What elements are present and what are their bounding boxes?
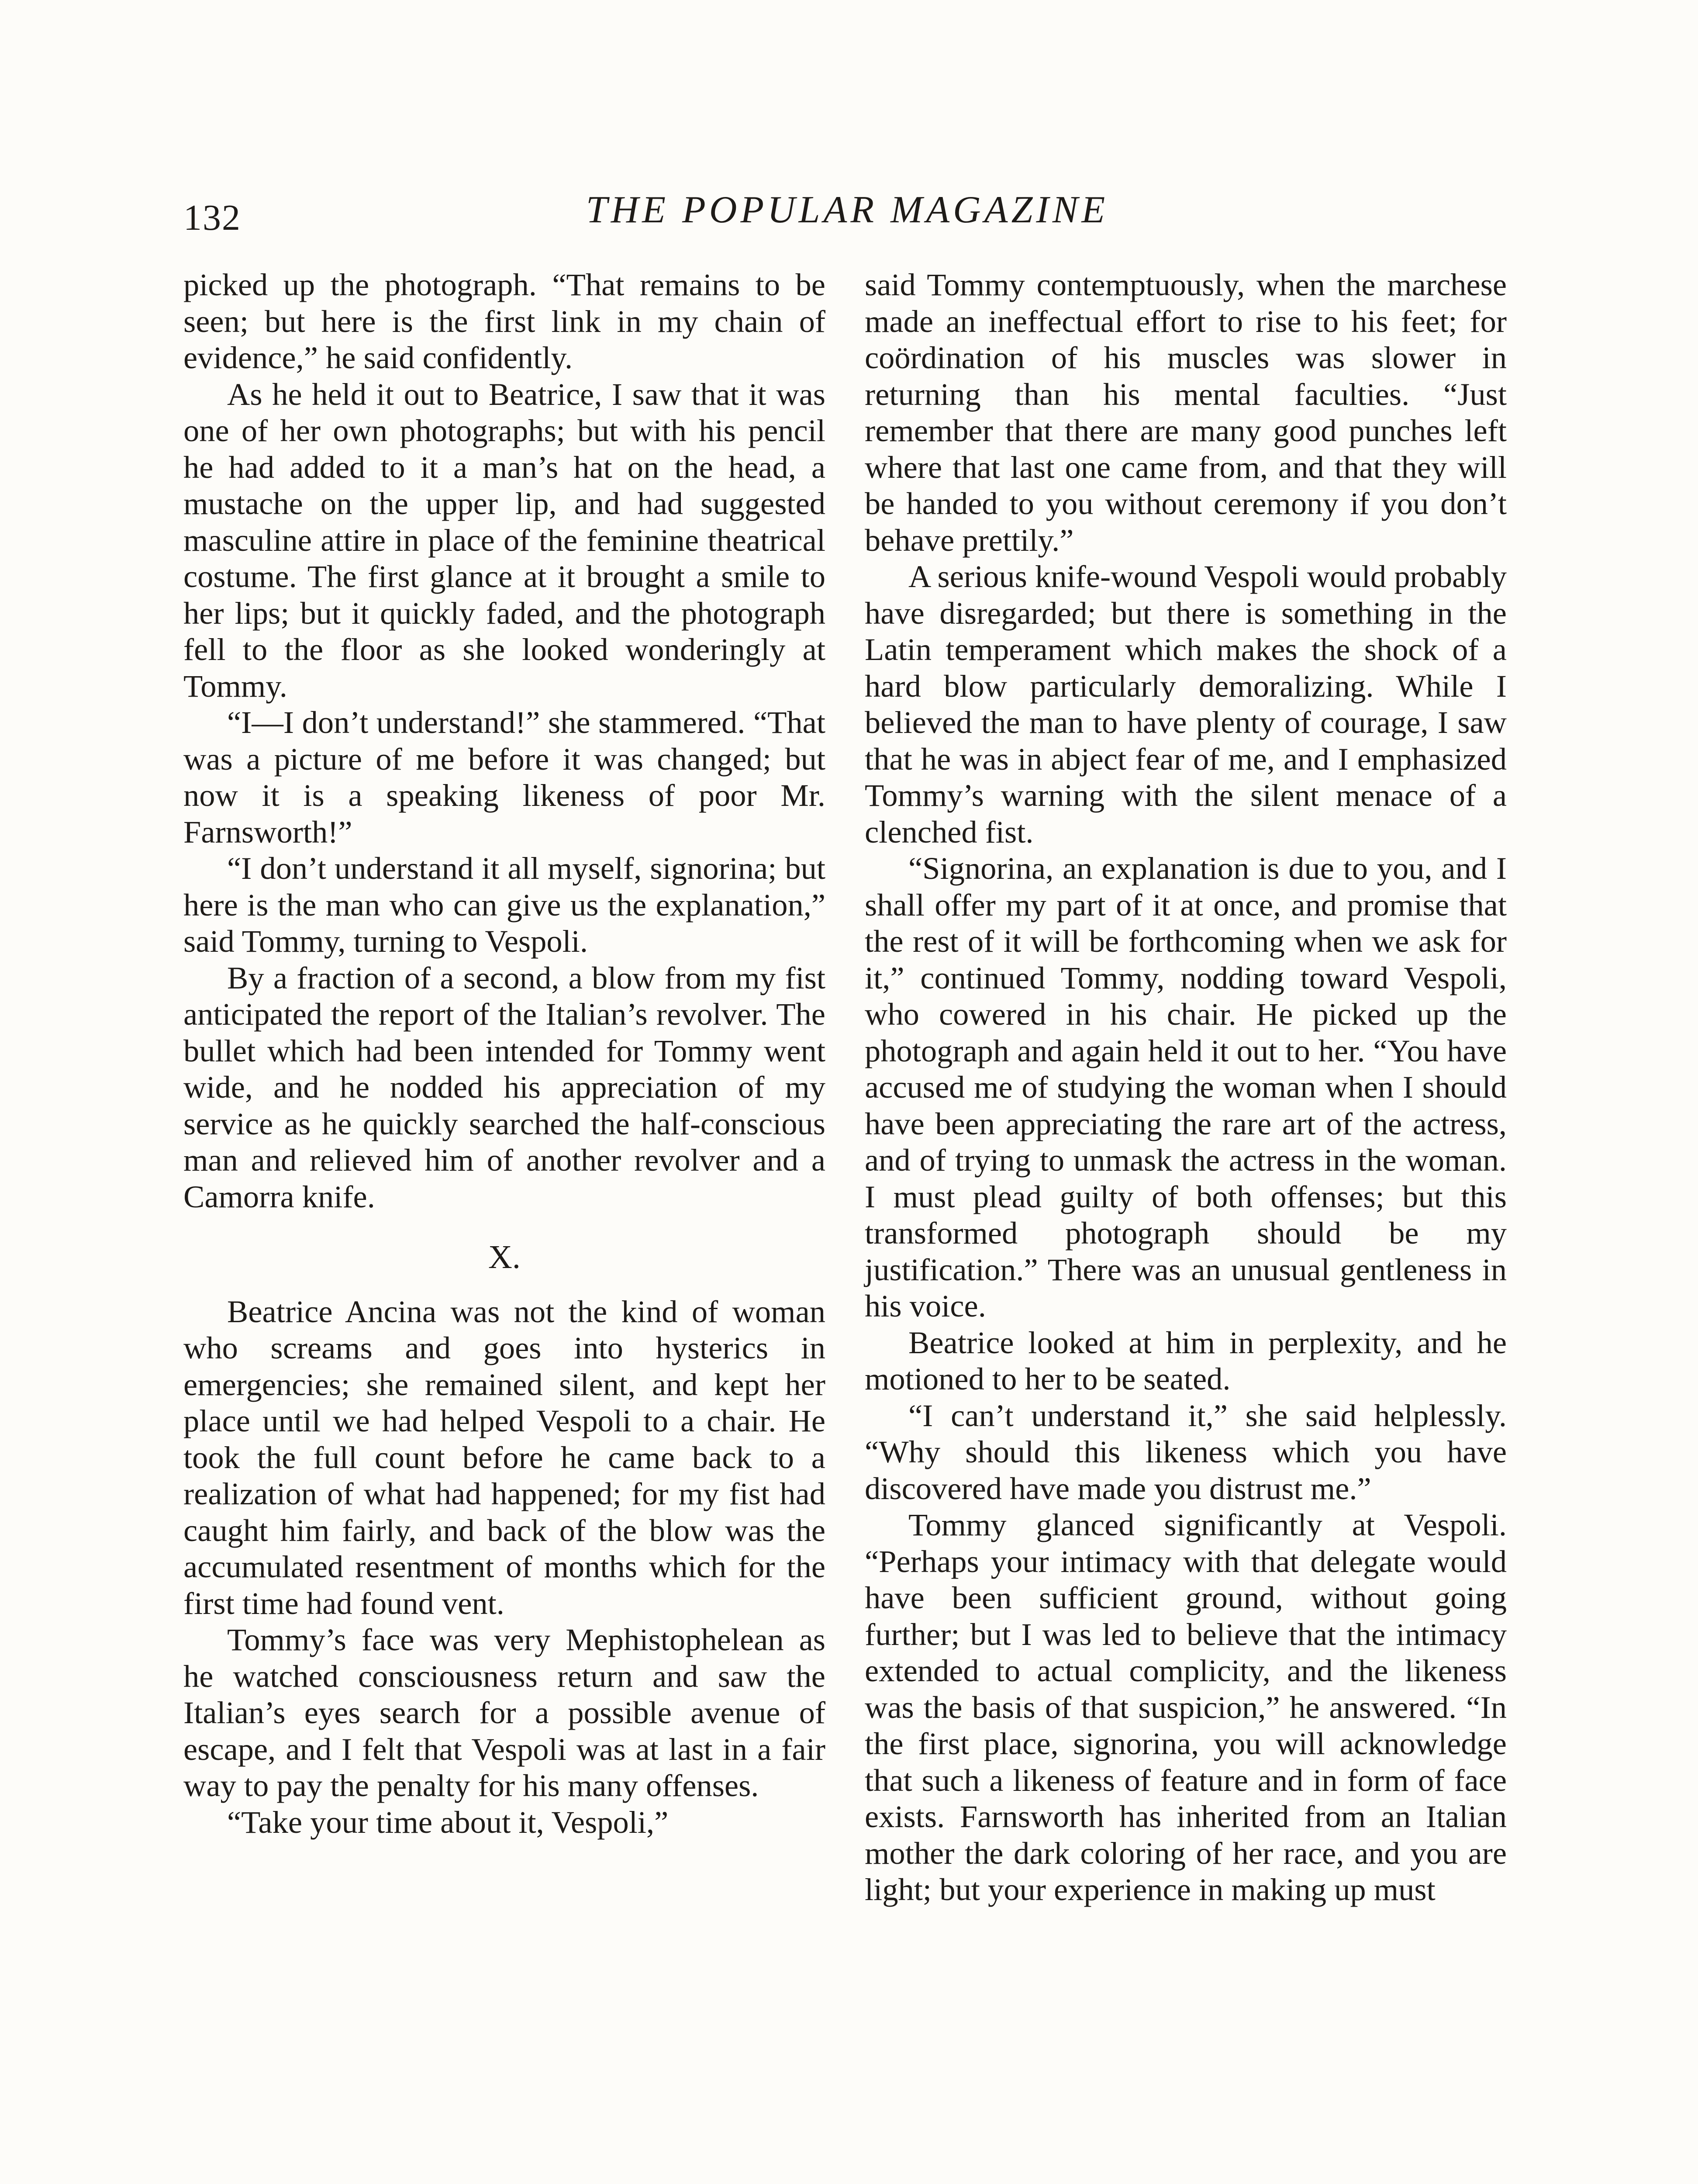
paragraph: “I don’t understand it all myself, signorina; but here is the man who can give us the explanation,” said Tommy, turning to Vespoli. bbox=[183, 850, 825, 959]
section-number: X. bbox=[488, 1239, 521, 1275]
paragraph: Beatrice looked at him in perplexity, and he motioned to her to be seated. bbox=[865, 1324, 1507, 1396]
page-header bbox=[183, 188, 1511, 249]
paragraph: “I can’t understand it,” she said helplessly. “Why should this likeness which you have discovered have made you distrust me.” bbox=[865, 1397, 1507, 1506]
paragraph: said Tommy contemptuously, when the marchese made an ineffectual effort to rise to his feet; for coördination of his muscles was slower in returning than his mental faculties. “Just remember that there are many good punches left where that last one came from, and that they will be handed to you without ceremony if you don’t behave prettily.” bbox=[865, 267, 1507, 558]
paragraph: A serious knife-wound Vespoli would probably have disregarded; but there is something in the Latin temperament which makes the shock of a hard blow particularly demoralizing. While I believed the man to have plenty of courage, I saw that he was in abject fear of me, and I emphasized Tommy’s warning with the silent menace of a clenched fist. bbox=[865, 559, 1507, 850]
paragraph: Beatrice Ancina was not the kind of woman who screams and goes into hysterics in emergencies; she remained silent, and kept her place until we had helped Vespoli to a chair. He took the full count before he came back to a realization of what had happened; for my fist had caught him fairly, and back of the blow was the accumulated resentment of months which for the first time had found vent. bbox=[183, 1293, 825, 1621]
paragraph: picked up the photograph. “That remains to be seen; but here is the first link in my chain of evidence,” he said confidently. bbox=[183, 267, 825, 375]
left-column bbox=[183, 266, 825, 1840]
paragraph: “Take your time about it, Vespoli,” bbox=[227, 1804, 669, 1840]
paragraph: By a fraction of a second, a blow from my fist anticipated the report of the Italian’s revolver. The bullet which had been intended for Tommy went wide, and he nodded his appreciation of my service as he quickly searched the half-conscious man and relieved him of another revolver and a Camorra knife. bbox=[183, 960, 825, 1214]
right-column bbox=[865, 266, 1507, 1908]
paragraph: “Signorina, an explanation is due to you, and I shall offer my part of it at once, and promise that the rest of it will be forthcoming when we ask for it,” continued Tommy, nodding toward Vespoli, who cowered in his chair. He picked up the photograph and again held it out to her. “You have accused me of studying the woman when I should have been appreciating the rare art of the actress, and of trying to unmask the actress in the woman. I must plead guilty of both offenses; but this transformed photograph should be my justification.” There was an unusual gentleness in his voice. bbox=[865, 850, 1507, 1324]
paragraph: “I—I don’t understand!” she stammered. “That was a picture of me before it was changed; but now it is a speaking likeness of poor Mr. Farnsworth!” bbox=[183, 705, 825, 850]
paragraph: As he held it out to Beatrice, I saw that it was one of her own photographs; but with his pencil he had added to it a man’s hat on the head, a mustache on the upper lip, and had suggested masculine attire in place of the feminine theatrical costume. The first glance at it brought a smile to her lips; but it quickly faded, and the photograph fell to the floor as she looked wonderingly at Tommy. bbox=[183, 376, 825, 704]
paragraph: Tommy glanced significantly at Vespoli. “Perhaps your intimacy with that delegate would have been sufficient ground, without going further; but I was led to believe that the intimacy extended to actual complicity, and the likeness was the basis of that suspicion,” he answered. “In the first place, signorina, you will acknowledge that such a likeness of feature and in form of face exists. Farnsworth has inherited from an Italian mother the dark coloring of her race, and you are light; but your experience in making up must bbox=[865, 1507, 1507, 1907]
running-title: THE POPULAR MAGAZINE bbox=[586, 189, 1109, 231]
paragraph: Tommy’s face was very Mephistophelean as he watched consciousness return and saw the Italian’s eyes search for a possible avenue of escape, and I felt that Vespoli was at last in a fair way to pay the penalty for his many offenses. bbox=[183, 1622, 825, 1803]
page-number: 132 bbox=[183, 197, 241, 238]
